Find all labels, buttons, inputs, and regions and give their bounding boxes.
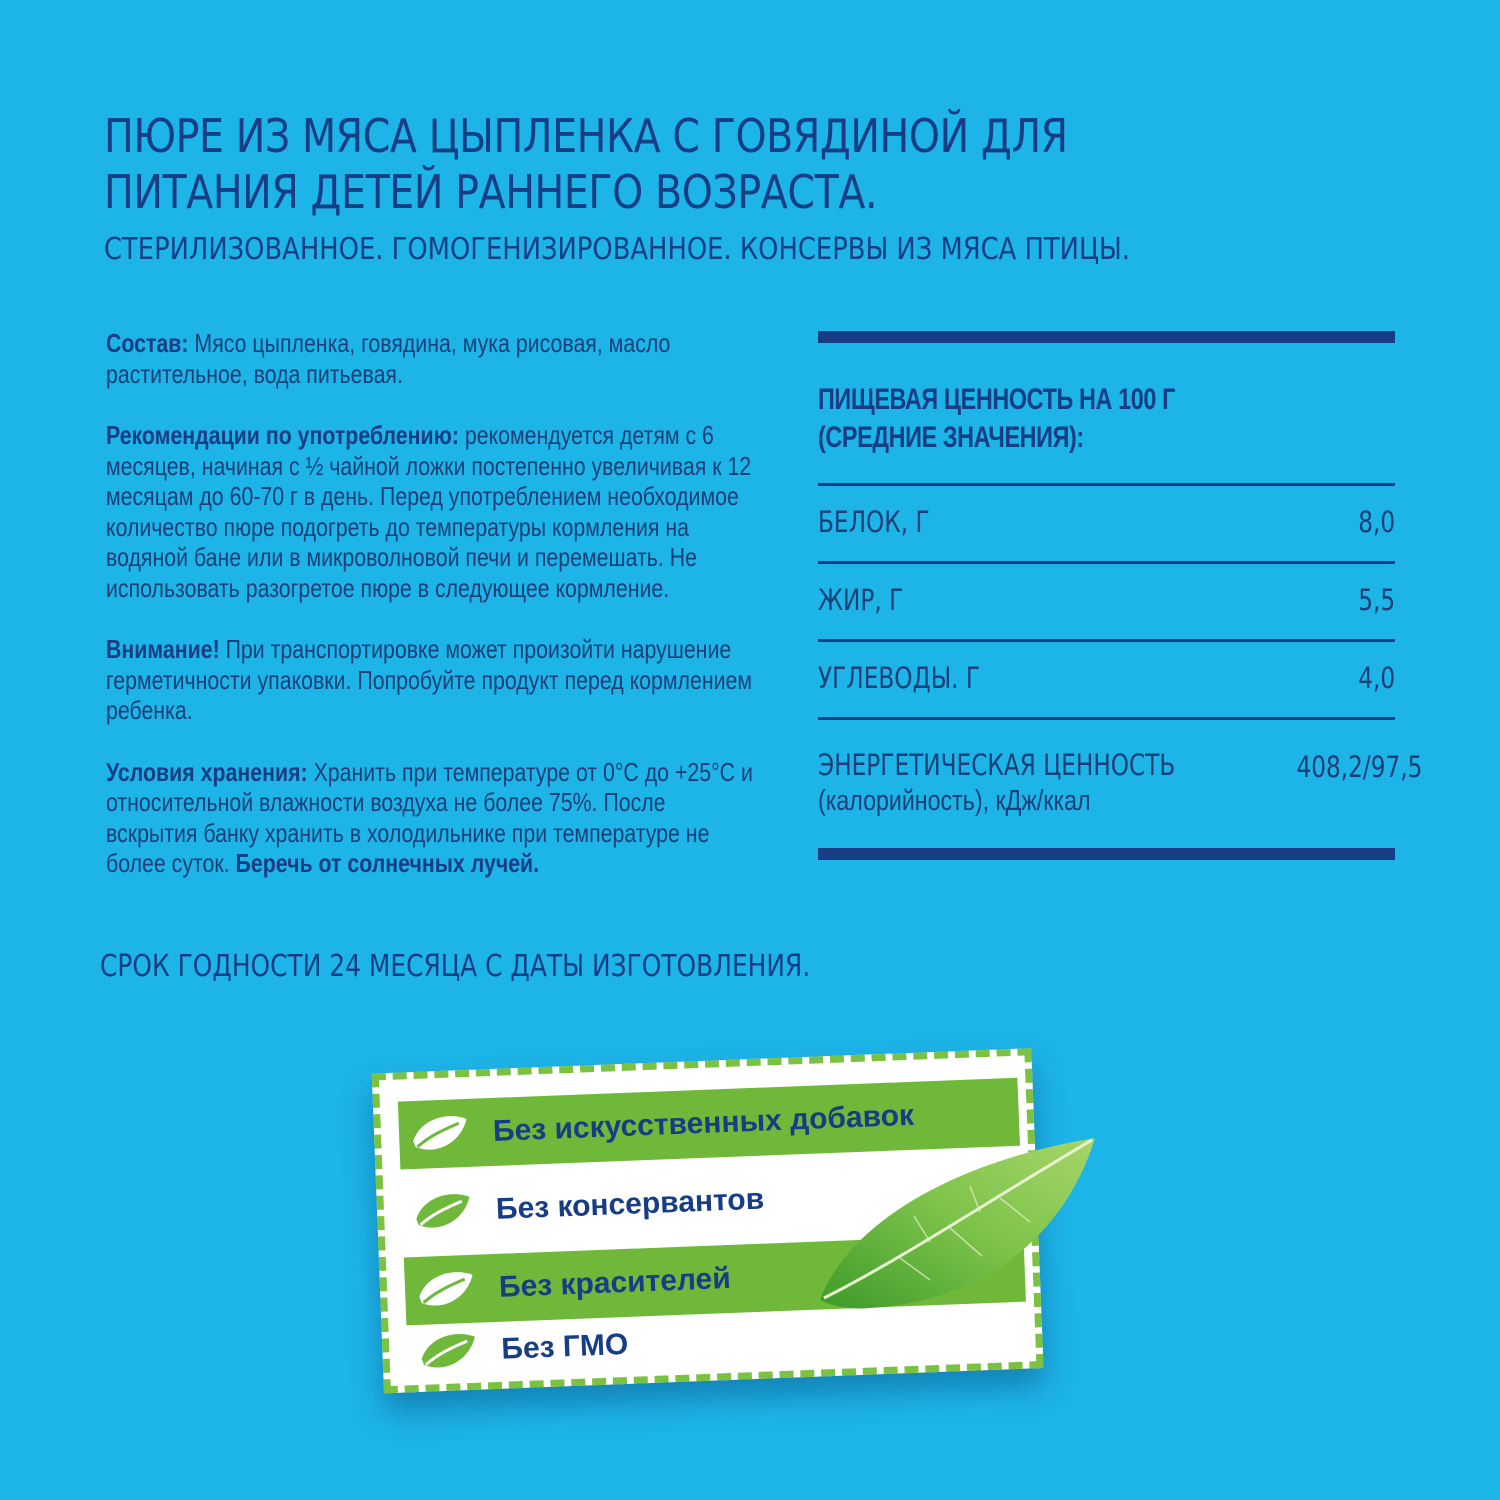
row-label: ЖИР, Г xyxy=(818,583,904,617)
nutrition-heading-line2: (СРЕДНИЕ ЗНАЧЕНИЯ): xyxy=(818,421,1084,454)
badge-item-text: Без искусственных добавок xyxy=(492,1098,915,1148)
composition-label: Состав: xyxy=(106,328,189,358)
row-value: 8,0 xyxy=(1358,505,1395,539)
badge-item-text: Без ГМО xyxy=(500,1327,629,1366)
row-label: УГЛЕВОДЫ. Г xyxy=(818,661,981,695)
row-value: 408,2/97,5 xyxy=(1296,750,1423,784)
leaf-icon xyxy=(412,1261,478,1319)
nutrition-heading xyxy=(818,343,1395,483)
nutrition-row-protein xyxy=(818,486,1395,561)
nutrition-row-energy xyxy=(818,720,1423,848)
warning-text: При транспортировке может произойти нарушение герметичности упаковки. Попробуйте продукт перед кормлением ребенка. xyxy=(106,634,753,725)
table-bottom-rule xyxy=(818,848,1395,860)
storage-label: Условия хранения: xyxy=(106,756,308,787)
row-label xyxy=(818,747,1175,819)
nutrition-table xyxy=(818,331,1423,860)
row-value: 5,5 xyxy=(1358,583,1395,617)
decorative-leaf-icon xyxy=(810,1130,1110,1330)
composition-paragraph xyxy=(106,328,762,389)
table-top-rule xyxy=(818,331,1395,343)
energy-sublabel: (калорийность), кДж/ккал xyxy=(818,785,1091,817)
nutrition-row-fat xyxy=(818,564,1395,639)
warning-paragraph xyxy=(106,634,762,726)
badge-item-text: Без консервантов xyxy=(495,1182,765,1226)
storage-text: Хранить при температуре от 0°C до +25°C и относительной влажности воздуха не более 75%. После вскрытия банку хранить в холодильнике при температуре не более суток. xyxy=(106,756,753,878)
page-title: ПЮРЕ ИЗ МЯСА ЦЫПЛЕНКА С ГОВЯДИНОЙ ДЛЯ ПИТАНИЯ ДЕТЕЙ РАННЕГО ВОЗРАСТА. xyxy=(104,109,1068,219)
row-label: БЕЛОК, Г xyxy=(818,505,930,539)
storage-emphasis: Беречь от солнечных лучей. xyxy=(235,848,540,878)
storage-paragraph xyxy=(106,757,762,879)
recommendations-label: Рекомендации по употреблению: xyxy=(106,420,459,450)
nutrition-row-carbs xyxy=(818,642,1395,717)
recommendations-paragraph xyxy=(106,420,762,603)
row-value: 4,0 xyxy=(1358,661,1395,695)
nutrition-heading-line1: ПИЩЕВАЯ ЦЕННОСТЬ НА 100 Г xyxy=(818,383,1176,416)
warning-label: Внимание! xyxy=(106,634,220,664)
recommendations-text: рекомендуется детям с 6 месяцев, начиная с ½ чайной ложки постепенно увеличивая к 12 месяцам до 60-70 г в день. Перед употреблением необходимое количество пюре подогреть до температуры кормления на водяной бане или в микроволновой печи и перемешать. Не использовать разогретое пюре в следующее кормление. xyxy=(106,420,752,603)
leaf-icon xyxy=(406,1105,472,1163)
composition-text: Мясо цыпленка, говядина, мука рисовая, масло растительное, вода питьевая. xyxy=(106,328,671,389)
shelf-life: СРОК ГОДНОСТИ 24 МЕСЯЦА С ДАТЫ ИЗГОТОВЛЕНИЯ. xyxy=(100,949,811,984)
leaf-icon xyxy=(409,1183,475,1241)
product-info xyxy=(106,328,762,910)
energy-label: ЭНЕРГЕТИЧЕСКАЯ ЦЕННОСТЬ xyxy=(818,748,1176,782)
page-subtitle: СТЕРИЛИЗОВАННОЕ. ГОМОГЕНИЗИРОВАННОЕ. КОНСЕРВЫ ИЗ МЯСА ПТИЦЫ. xyxy=(104,232,1130,267)
leaf-icon xyxy=(414,1323,480,1381)
badge-item-text: Без красителей xyxy=(498,1261,732,1304)
